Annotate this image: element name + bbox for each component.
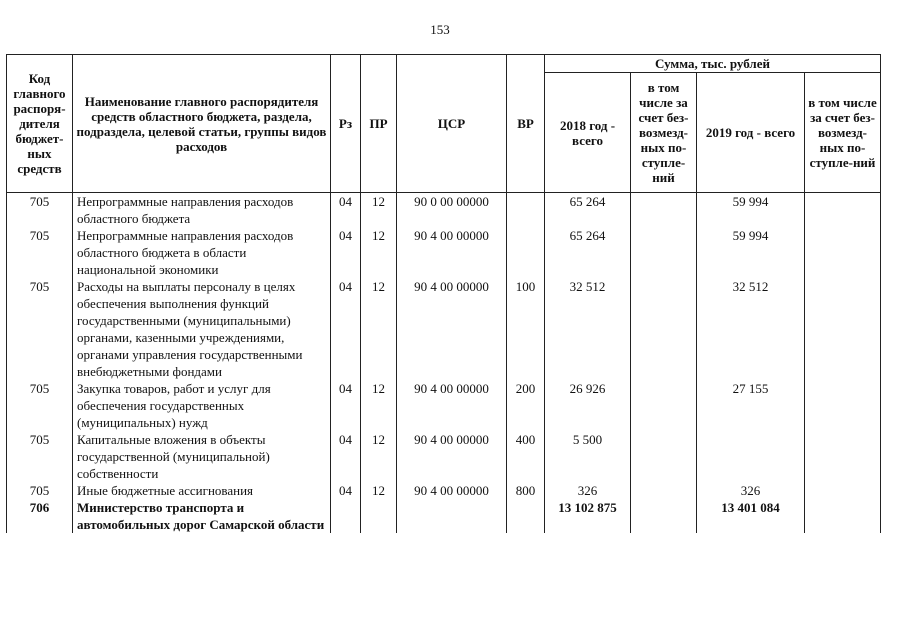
row-code: 705 — [7, 482, 73, 499]
row-vr: 400 — [507, 431, 545, 482]
row-csr: 90 0 00 00000 — [397, 193, 507, 228]
row-2019-total: 326 — [697, 482, 805, 499]
header-pr: ПР — [361, 55, 397, 193]
row-2018-total: 65 264 — [545, 227, 631, 278]
row-rz: 04 — [331, 482, 361, 499]
row-2019-free — [805, 499, 881, 533]
row-vr: 100 — [507, 278, 545, 380]
row-rz: 04 — [331, 380, 361, 431]
row-name: Министерство транспорта и автомобильных дорог Самарской области — [73, 499, 331, 533]
row-2018-total: 32 512 — [545, 278, 631, 380]
header-2018-free: в том числе за счет без-возмезд-ных по-ступле-ний — [631, 73, 697, 193]
row-csr — [397, 499, 507, 533]
row-rz: 04 — [331, 278, 361, 380]
row-2019-total: 59 994 — [697, 193, 805, 228]
row-2019-free — [805, 278, 881, 380]
row-name: Иные бюджетные ассигнования — [73, 482, 331, 499]
row-code: 706 — [7, 499, 73, 533]
row-name: Непрограммные направления расходов областного бюджета — [73, 193, 331, 228]
row-2018-free — [631, 499, 697, 533]
row-vr — [507, 227, 545, 278]
row-2019-total — [697, 431, 805, 482]
header-csr: ЦСР — [397, 55, 507, 193]
row-code: 705 — [7, 193, 73, 228]
header-code: Код главного распоря-дителя бюджет-ных средств — [7, 55, 73, 193]
row-csr: 90 4 00 00000 — [397, 431, 507, 482]
row-code: 705 — [7, 431, 73, 482]
header-2019-total: 2019 год - всего — [697, 73, 805, 193]
row-2018-free — [631, 227, 697, 278]
row-2019-free — [805, 227, 881, 278]
header-2018-total: 2018 год - всего — [545, 73, 631, 193]
row-2019-total: 13 401 084 — [697, 499, 805, 533]
table-row — [7, 380, 881, 431]
header-vr: ВР — [507, 55, 545, 193]
row-pr: 12 — [361, 278, 397, 380]
row-pr: 12 — [361, 193, 397, 228]
table-row — [7, 227, 881, 278]
row-csr: 90 4 00 00000 — [397, 482, 507, 499]
header-sum-group: Сумма, тыс. рублей — [545, 55, 881, 73]
table-row — [7, 193, 881, 228]
row-2018-total: 5 500 — [545, 431, 631, 482]
row-vr: 800 — [507, 482, 545, 499]
row-pr: 12 — [361, 431, 397, 482]
row-name: Закупка товаров, работ и услуг для обеспечения государственных (муниципальных) нужд — [73, 380, 331, 431]
row-pr — [361, 499, 397, 533]
row-vr: 200 — [507, 380, 545, 431]
row-pr: 12 — [361, 380, 397, 431]
row-2019-free — [805, 431, 881, 482]
row-2018-total: 13 102 875 — [545, 499, 631, 533]
row-name: Непрограммные направления расходов областного бюджета в области национальной экономики — [73, 227, 331, 278]
row-csr: 90 4 00 00000 — [397, 278, 507, 380]
row-2018-free — [631, 380, 697, 431]
row-2018-free — [631, 482, 697, 499]
row-2018-free — [631, 193, 697, 228]
table-row — [7, 278, 881, 380]
row-2019-total: 32 512 — [697, 278, 805, 380]
row-2018-total: 26 926 — [545, 380, 631, 431]
row-name: Расходы на выплаты персоналу в целях обеспечения выполнения функций государственными (муниципальными) органами, казенными учреждениями, органами управления государственными внебюджетными фондами — [73, 278, 331, 380]
row-csr: 90 4 00 00000 — [397, 227, 507, 278]
row-rz: 04 — [331, 227, 361, 278]
row-2019-free — [805, 482, 881, 499]
row-rz: 04 — [331, 431, 361, 482]
row-csr: 90 4 00 00000 — [397, 380, 507, 431]
header-rz: Рз — [331, 55, 361, 193]
row-2019-total: 27 155 — [697, 380, 805, 431]
row-2018-free — [631, 278, 697, 380]
header-2019-free: в том числе за счет без-возмезд-ных по-ступле-ний — [805, 73, 881, 193]
row-2018-total: 326 — [545, 482, 631, 499]
table-row — [7, 499, 881, 533]
row-rz: 04 — [331, 193, 361, 228]
row-code: 705 — [7, 227, 73, 278]
row-2018-free — [631, 431, 697, 482]
row-2019-total: 59 994 — [697, 227, 805, 278]
row-2019-free — [805, 380, 881, 431]
row-pr: 12 — [361, 482, 397, 499]
row-pr: 12 — [361, 227, 397, 278]
row-vr — [507, 499, 545, 533]
header-name: Наименование главного распорядителя средств областного бюджета, раздела, подраздела, целевой статьи, группы видов расходов — [73, 55, 331, 193]
table-row — [7, 482, 881, 499]
page-number: 153 — [430, 22, 450, 37]
row-rz — [331, 499, 361, 533]
row-name: Капитальные вложения в объекты государственной (муниципальной) собственности — [73, 431, 331, 482]
row-vr — [507, 193, 545, 228]
budget-table — [6, 54, 881, 533]
row-code: 705 — [7, 278, 73, 380]
row-2019-free — [805, 193, 881, 228]
row-2018-total: 65 264 — [545, 193, 631, 228]
table-row — [7, 431, 881, 482]
row-code: 705 — [7, 380, 73, 431]
